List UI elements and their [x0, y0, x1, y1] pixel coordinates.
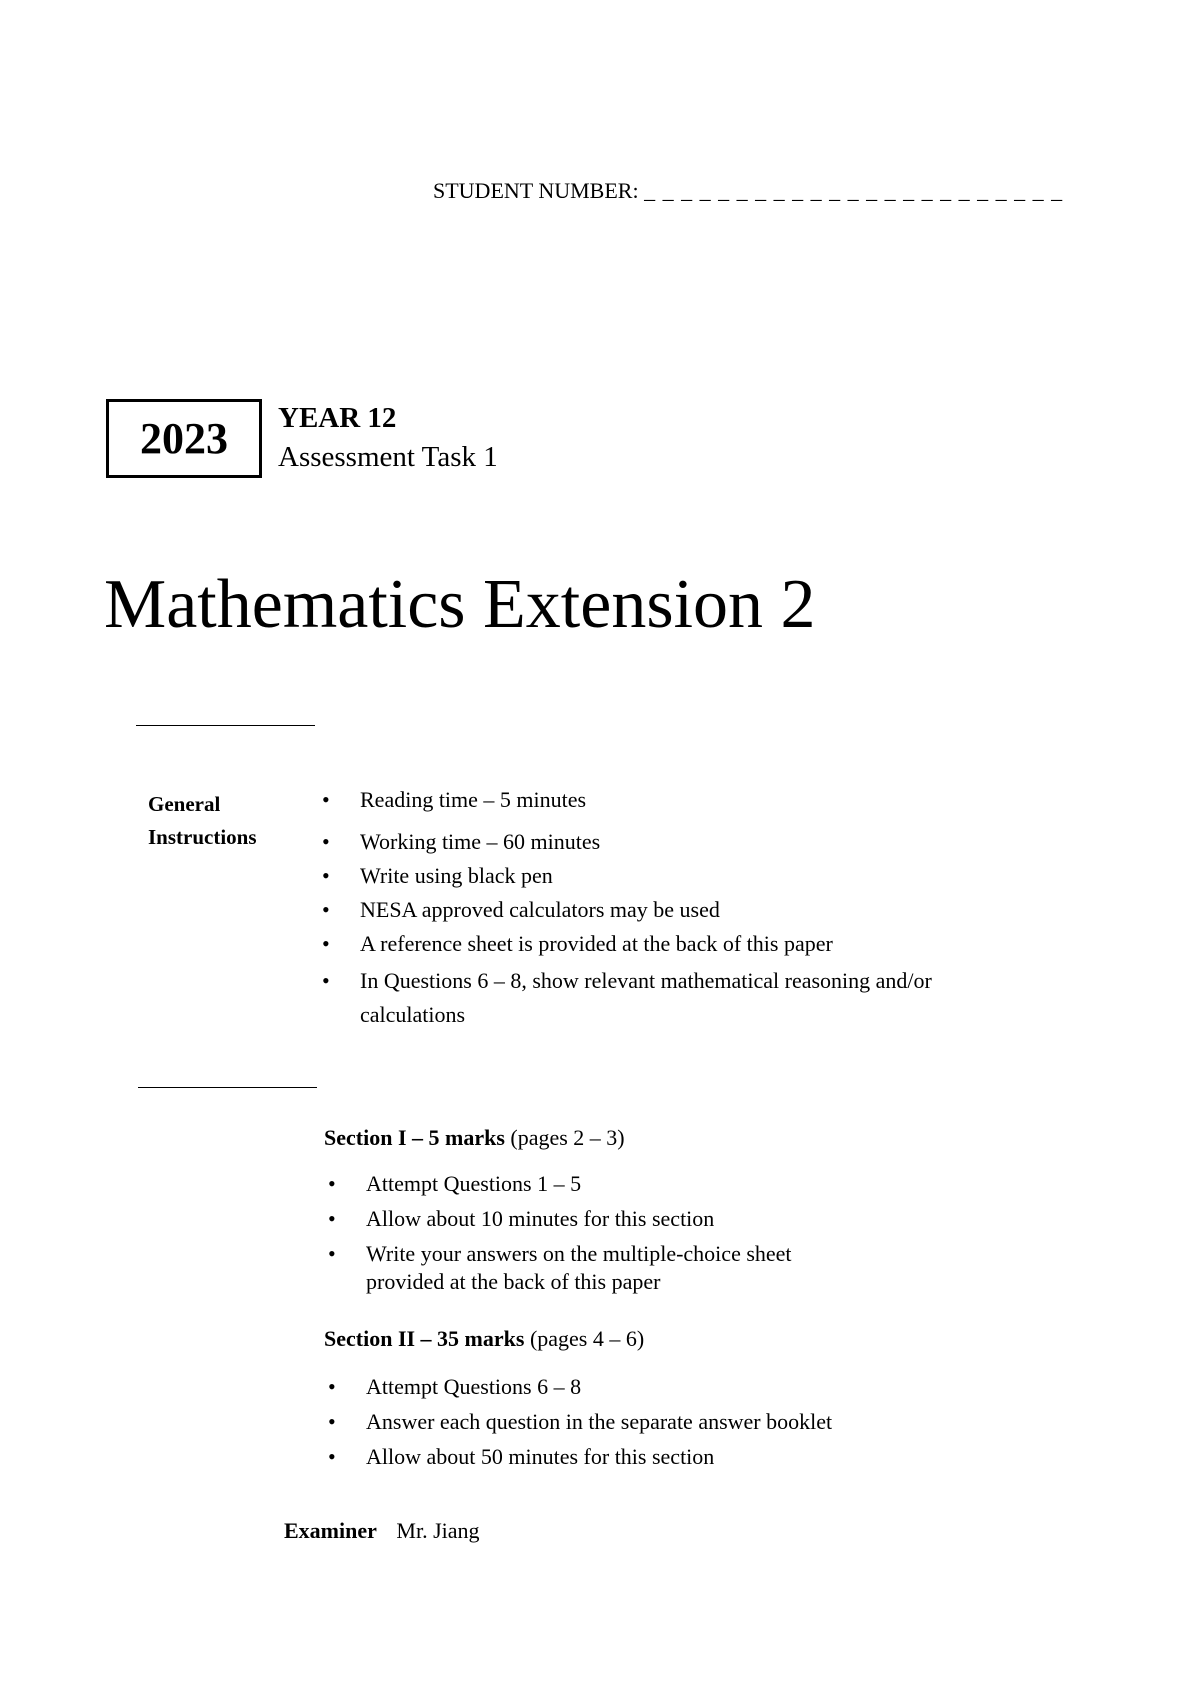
examiner-name: Mr. Jiang — [396, 1518, 480, 1543]
year-box: 2023 — [106, 399, 262, 478]
section-1-item: • Write your answers on the multiple-choice sheet provided at the back of this paper — [324, 1240, 866, 1296]
divider-middle — [138, 1087, 317, 1088]
section-2-item: • Answer each question in the separate answer booklet — [324, 1408, 944, 1436]
general-instructions-heading-line1: General — [148, 792, 221, 816]
section-2-item: • Attempt Questions 6 – 8 — [324, 1373, 944, 1401]
instruction-item: • NESA approved calculators may be used — [318, 896, 958, 924]
instruction-item: • A reference sheet is provided at the back of this paper — [318, 930, 958, 958]
student-number-label: STUDENT NUMBER: — [433, 178, 639, 203]
general-instructions-heading — [148, 788, 278, 854]
instruction-item: • Reading time – 5 minutes — [318, 786, 958, 814]
examiner-label: Examiner — [284, 1518, 377, 1543]
page-title: Mathematics Extension 2 — [104, 566, 816, 643]
section-1-list — [324, 1170, 944, 1296]
section-2-pages: (pages 4 – 6) — [529, 1326, 645, 1351]
section-2-list — [324, 1373, 944, 1471]
student-number-field — [433, 178, 1063, 204]
section-2-heading — [324, 1326, 644, 1352]
section-1-pages: (pages 2 – 3) — [510, 1125, 625, 1150]
assessment-task: Assessment Task 1 — [278, 441, 498, 473]
general-instructions-heading-line2: Instructions — [148, 825, 257, 849]
section-1-heading — [324, 1125, 625, 1151]
divider-top — [136, 725, 315, 726]
section-1-item: • Attempt Questions 1 – 5 — [324, 1170, 944, 1198]
instruction-item: • Working time – 60 minutes — [318, 828, 958, 856]
student-number-blank: _ _ _ _ _ _ _ _ _ _ _ _ _ _ _ _ _ _ _ _ _ _ _ — [644, 178, 1064, 203]
section-1-title: Section I – 5 marks — [324, 1125, 505, 1150]
instruction-item: • Write using black pen — [318, 862, 958, 890]
year-level: YEAR 12 — [278, 402, 397, 434]
examiner — [284, 1518, 480, 1544]
section-2-title: Section II – 35 marks — [324, 1326, 525, 1351]
section-1-item: • Allow about 10 minutes for this section — [324, 1205, 944, 1233]
section-2-item: • Allow about 50 minutes for this section — [324, 1443, 944, 1471]
general-instructions-list — [318, 786, 958, 1032]
instruction-item: • In Questions 6 – 8, show relevant mathematical reasoning and/or calculations — [318, 964, 950, 1032]
